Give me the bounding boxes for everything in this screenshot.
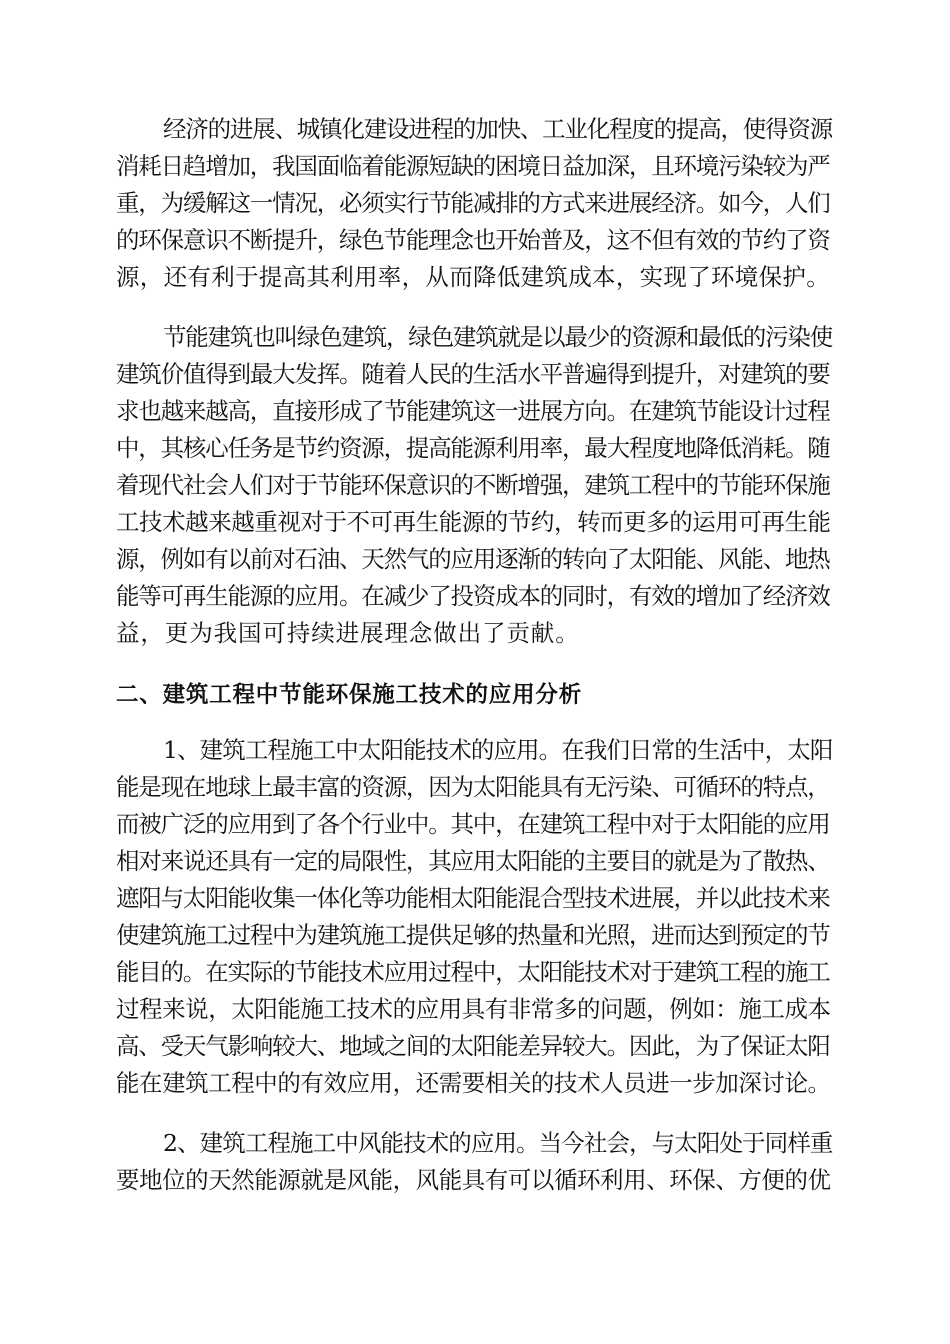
paragraph-3-line: 遮阳与太阳能收集一体化等功能相太阳能混合型技术进展，并以此技术来 <box>116 884 830 912</box>
paragraph-1-line: 消耗日趋增加，我国面临着能源短缺的困境日益加深，且环境污染较为严 <box>116 152 830 180</box>
paragraph-2-line: 工技术越来越重视对于不可再生能源的节约，转而更多的运用可再生能 <box>116 508 831 536</box>
paragraph-3-line: 高、受天气影响较大、地域之间的太阳能差异较大。因此，为了保证太阳 <box>116 1032 830 1060</box>
paragraph-3-line: 而被广泛的应用到了各个行业中。其中，在建筑工程中对于太阳能的应用 <box>116 810 830 838</box>
paragraph-2-line: 节能建筑也叫绿色建筑，绿色建筑就是以最少的资源和最低的污染使 <box>163 323 832 351</box>
paragraph-2-line: 能等可再生能源的应用。在减少了投资成本的同时，有效的增加了经济效 <box>116 582 830 610</box>
paragraph-1-line: 重，为缓解这一情况，必须实行节能减排的方式来进展经济。如今，人们 <box>116 189 830 217</box>
paragraph-1-line: 经济的进展、城镇化建设进程的加快、工业化程度的提高，使得资源 <box>163 115 832 143</box>
paragraph-3-line: 能在建筑工程中的有效应用，还需要相关的技术人员进一步加深讨论。 <box>116 1069 831 1097</box>
paragraph-3-line: 过程来说，太阳能施工技术的应用具有非常多的问题，例如：施工成本 <box>116 995 831 1023</box>
paragraph-2-line: 着现代社会人们对于节能环保意识的不断增强，建筑工程中的节能环保施 <box>116 471 830 499</box>
paragraph-2-line: 源，例如有以前对石油、天然气的应用逐渐的转向了太阳能、风能、地热 <box>116 545 830 573</box>
paragraph-3-line: 能目的。在实际的节能技术应用过程中，太阳能技术对于建筑工程的施工 <box>116 958 830 986</box>
paragraph-1-line: 的环保意识不断提升，绿色节能理念也开始普及，这不但有效的节约了资 <box>116 226 830 254</box>
section-heading: 二、建筑工程中节能环保施工技术的应用分析 <box>116 682 583 708</box>
paragraph-3-line: 能是现在地球上最丰富的资源，因为太阳能具有无污染、可循环的特点， <box>116 773 830 801</box>
paragraph-4-line: 2、建筑工程施工中风能技术的应用。当今社会，与太阳处于同样重 <box>163 1129 833 1157</box>
paragraph-2-line: 中，其核心任务是节约资源，提高能源利用率，最大程度地降低消耗。随 <box>116 434 830 462</box>
paragraph-1-line: 源，还有利于提高其利用率，从而降低建筑成本，实现了环境保护。 <box>116 263 830 291</box>
paragraph-3-line: 1、建筑工程施工中太阳能技术的应用。在我们日常的生活中，太阳 <box>163 736 833 764</box>
paragraph-2-line: 建筑价值得到最大发挥。随着人民的生活水平普遍得到提升，对建筑的要 <box>116 360 830 388</box>
paragraph-3-line: 相对来说还具有一定的局限性，其应用太阳能的主要目的就是为了散热、 <box>116 847 830 875</box>
paragraph-3-line: 使建筑施工过程中为建筑施工提供足够的热量和光照，进而达到预定的节 <box>116 921 830 949</box>
paragraph-4-line: 要地位的天然能源就是风能，风能具有可以循环利用、环保、方便的优 <box>116 1166 831 1194</box>
paragraph-2-line: 益，更为我国可持续进展理念做出了贡献。 <box>116 619 580 647</box>
paragraph-2-line: 求也越来越高，直接形成了节能建筑这一进展方向。在建筑节能设计过程 <box>116 397 830 425</box>
